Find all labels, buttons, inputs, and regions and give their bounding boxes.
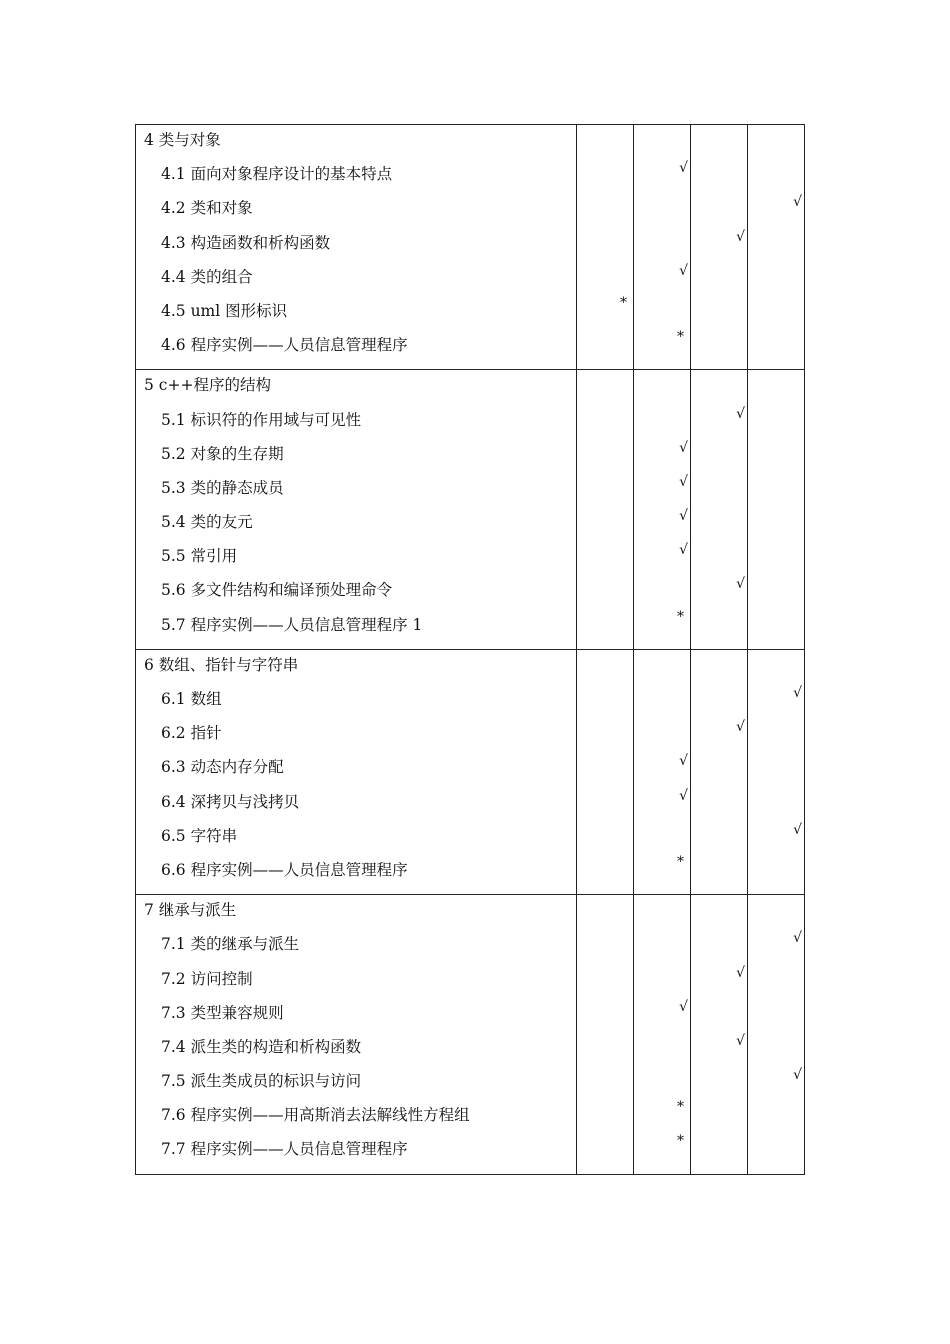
check-mark: √ xyxy=(736,405,745,422)
topic-item-label: 5.2 对象的生存期 xyxy=(161,444,284,463)
section-row xyxy=(136,125,805,370)
asterisk-mark: * xyxy=(677,329,684,346)
topic-item-label: 5.1 标识符的作用域与可见性 xyxy=(161,410,362,429)
check-mark: √ xyxy=(679,508,688,525)
topic-item-label: 6.1 数组 xyxy=(161,690,222,708)
level-column-cell-2 xyxy=(634,125,691,370)
check-mark: √ xyxy=(679,787,688,804)
level-column-cell-4 xyxy=(748,649,805,894)
syllabus-table xyxy=(135,124,805,1175)
check-mark: √ xyxy=(793,930,802,947)
topic-item-label: 4.5 uml 图形标识 xyxy=(161,301,288,320)
topic-item-label: 7.5 派生类成员的标识与访问 xyxy=(161,1072,362,1091)
topic-item-label: 6.3 动态内存分配 xyxy=(161,758,284,777)
topic-item-label: 7.1 类的继承与派生 xyxy=(161,935,300,954)
level-column-cell-2 xyxy=(634,895,691,1175)
topic-item-label: 5.6 多文件结构和编译预处理命令 xyxy=(161,581,393,600)
topic-item-label: 7.4 派生类的构造和析构函数 xyxy=(161,1037,362,1056)
check-mark: √ xyxy=(736,576,745,593)
level-column-cell-3 xyxy=(691,649,748,894)
check-mark: √ xyxy=(679,753,688,770)
syllabus-table-body xyxy=(136,125,805,1175)
topic-item-label: 6.4 深拷贝与浅拷贝 xyxy=(161,792,300,811)
check-mark: √ xyxy=(679,439,688,456)
topic-item-label: 4.6 程序实例——人员信息管理程序 xyxy=(161,336,408,355)
check-mark: √ xyxy=(793,821,802,838)
topic-item-label: 7.6 程序实例——用高斯消去法解线性方程组 xyxy=(161,1106,470,1125)
level-column-cell-4 xyxy=(748,370,805,650)
topic-item-label: 5.7 程序实例——人员信息管理程序 1 xyxy=(161,615,423,634)
check-mark: √ xyxy=(736,228,745,245)
section-title: 6 数组、指针与字符串 xyxy=(144,655,299,674)
topic-item-label: 7.3 类型兼容规则 xyxy=(161,1003,284,1022)
topic-item-label: 4.1 面向对象程序设计的基本特点 xyxy=(161,165,393,184)
topic-item-label: 7.7 程序实例——人员信息管理程序 xyxy=(161,1140,408,1159)
check-mark: √ xyxy=(679,160,688,177)
topic-item-label: 4.3 构造函数和析构函数 xyxy=(161,233,331,252)
level-column-cell-1 xyxy=(577,649,634,894)
section-title: 5 c++程序的结构 xyxy=(144,376,271,395)
level-column-cell-1 xyxy=(577,895,634,1175)
topic-item-label: 5.4 类的友元 xyxy=(161,513,253,532)
section-title: 4 类与对象 xyxy=(144,131,221,149)
asterisk-mark: * xyxy=(677,853,684,870)
asterisk-mark: * xyxy=(620,294,627,311)
section-topic-cell xyxy=(136,895,577,1175)
asterisk-mark: * xyxy=(677,1099,684,1116)
topic-item-label: 6.5 字符串 xyxy=(161,826,238,845)
topic-item-label: 4.2 类和对象 xyxy=(161,199,253,218)
section-topic-cell xyxy=(136,125,577,370)
check-mark: √ xyxy=(736,1032,745,1049)
level-column-cell-4 xyxy=(748,895,805,1175)
section-title: 7 继承与派生 xyxy=(144,901,237,920)
level-column-cell-4 xyxy=(748,125,805,370)
topic-item-label: 5.3 类的静态成员 xyxy=(161,478,284,497)
check-mark: √ xyxy=(679,998,688,1015)
topic-item-label: 4.4 类的组合 xyxy=(161,267,253,286)
section-row xyxy=(136,370,805,650)
check-mark: √ xyxy=(736,964,745,981)
check-mark: √ xyxy=(679,262,688,279)
check-mark: √ xyxy=(793,1067,802,1084)
topic-item-label: 7.2 访问控制 xyxy=(161,969,253,988)
check-mark: √ xyxy=(793,685,802,701)
check-mark: √ xyxy=(679,473,688,490)
asterisk-mark: * xyxy=(677,1133,684,1150)
section-topic-cell xyxy=(136,370,577,650)
section-topic-cell xyxy=(136,649,577,894)
level-column-cell-2 xyxy=(634,649,691,894)
check-mark: √ xyxy=(679,542,688,559)
level-column-cell-3 xyxy=(691,370,748,650)
section-row xyxy=(136,895,805,1175)
level-column-cell-2 xyxy=(634,370,691,650)
check-mark: √ xyxy=(793,194,802,211)
level-column-cell-1 xyxy=(577,370,634,650)
level-column-cell-3 xyxy=(691,895,748,1175)
topic-item-label: 6.2 指针 xyxy=(161,724,222,743)
asterisk-mark: * xyxy=(677,608,684,625)
section-row xyxy=(136,649,805,894)
topic-item-label: 6.6 程序实例——人员信息管理程序 xyxy=(161,860,408,879)
level-column-cell-1 xyxy=(577,125,634,370)
check-mark: √ xyxy=(736,719,745,736)
topic-item-label: 5.5 常引用 xyxy=(161,547,238,566)
level-column-cell-3 xyxy=(691,125,748,370)
